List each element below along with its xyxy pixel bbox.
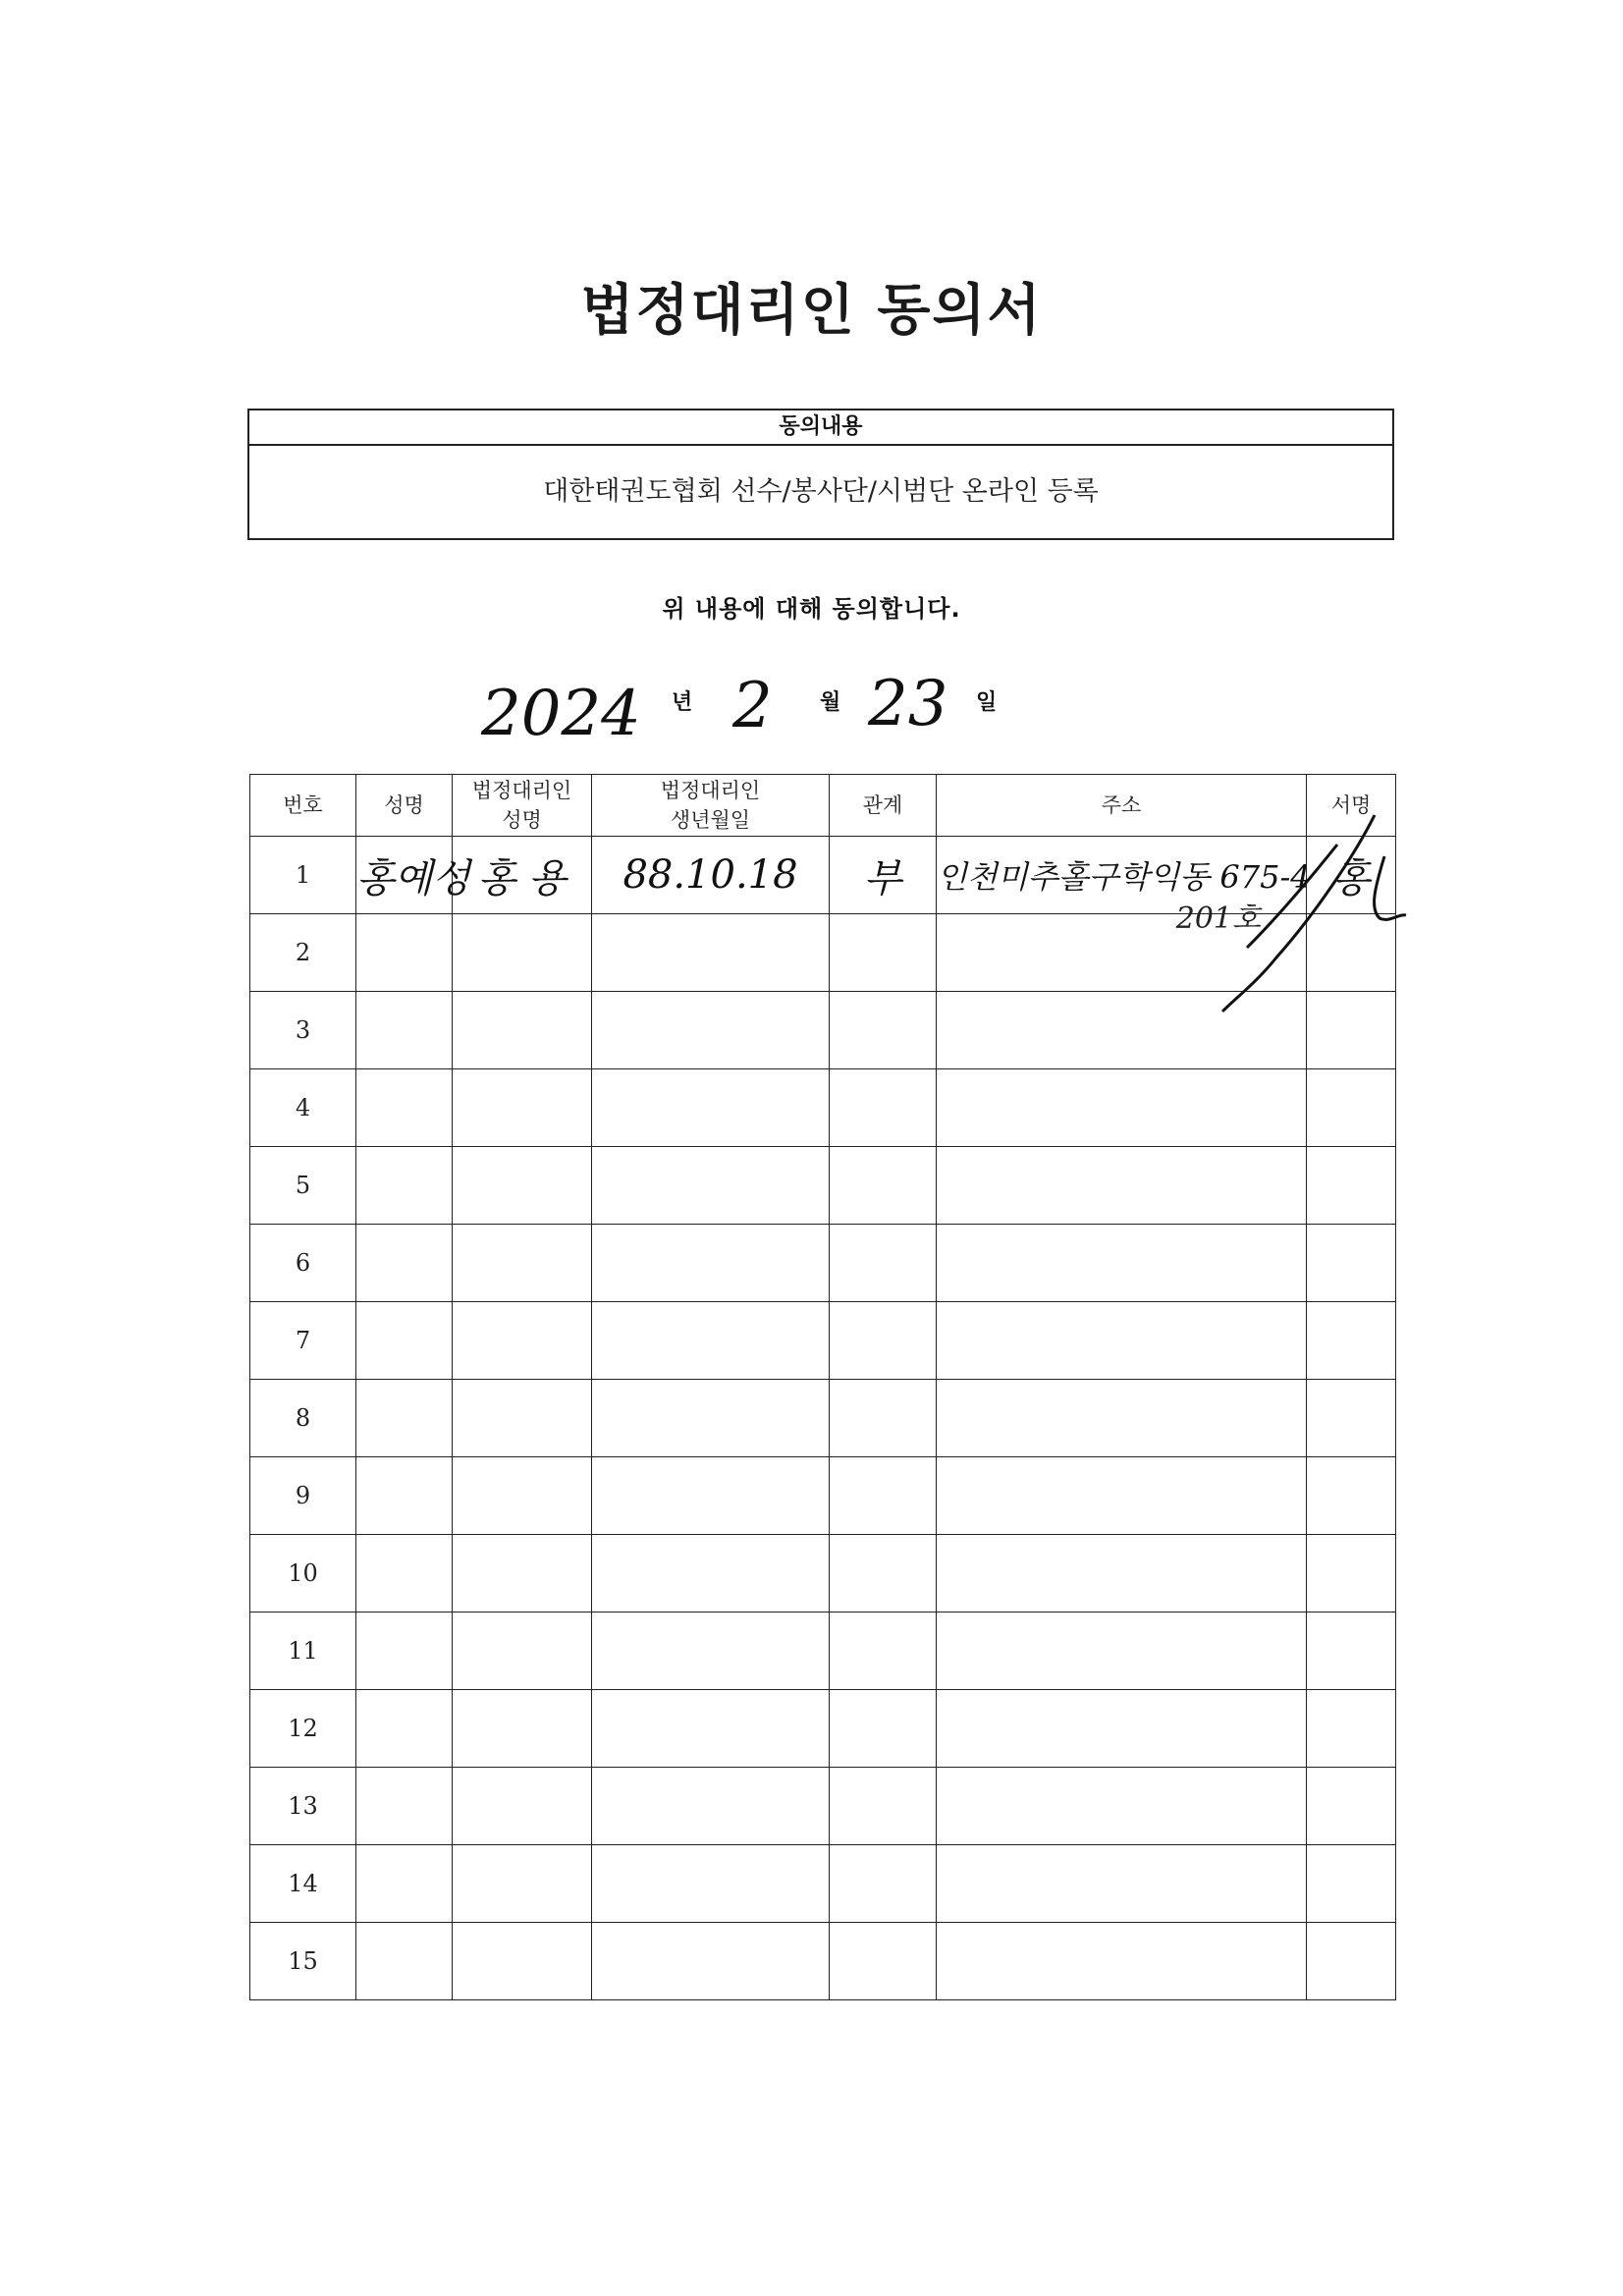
cell-signature <box>1307 1845 1396 1923</box>
header-relation: 관계 <box>830 775 937 837</box>
cell-name <box>356 1225 453 1302</box>
cell-name <box>356 992 453 1069</box>
cell-guardian-birth <box>592 1069 830 1147</box>
cell-number <box>250 1690 356 1768</box>
cell-guardian-name <box>453 1768 592 1845</box>
cell-guardian-birth <box>592 1302 830 1380</box>
cell-relation <box>830 1380 937 1457</box>
cell-guardian-birth <box>592 837 830 914</box>
cell-guardian-birth <box>592 1535 830 1613</box>
cell-guardian-name <box>453 1923 592 2000</box>
cell-name <box>356 1613 453 1690</box>
cell-number <box>250 837 356 914</box>
cell-guardian-name <box>453 837 592 914</box>
cell-name <box>356 1845 453 1923</box>
cell-number-text: 14 <box>288 1870 318 1897</box>
cell-signature <box>1307 1380 1396 1457</box>
cell-guardian-birth <box>592 1457 830 1535</box>
cell-signature <box>1307 1457 1396 1535</box>
cell-guardian-birth <box>592 1380 830 1457</box>
cell-signature <box>1307 914 1396 992</box>
cell-guardian-birth <box>592 914 830 992</box>
cell-signature-text: 홍 <box>1331 855 1371 902</box>
cell-relation <box>830 992 937 1069</box>
cell-address <box>937 1380 1307 1457</box>
cell-name <box>356 1690 453 1768</box>
cell-number-text: 8 <box>295 1404 311 1432</box>
date-year: 2024 <box>481 678 641 750</box>
cell-signature <box>1307 1302 1396 1380</box>
cell-relation <box>830 837 937 914</box>
cell-address <box>937 1225 1307 1302</box>
table-row <box>250 1302 1396 1380</box>
cell-number <box>250 1768 356 1845</box>
table-row <box>250 1613 1396 1690</box>
cell-guardian-birth <box>592 1768 830 1845</box>
header-guardian-birth-line2: 생년월일 <box>670 808 751 832</box>
header-number: 번호 <box>250 775 356 837</box>
cell-guardian-birth <box>592 992 830 1069</box>
table-row <box>250 837 1396 914</box>
consent-content-body: 대한태권도협회 선수/봉사단/시범단 온라인 등록 <box>543 476 1099 507</box>
cell-address <box>937 1147 1307 1225</box>
cell-number-text: 6 <box>295 1249 311 1277</box>
agree-statement: 위 내용에 대해 동의합니다. <box>662 595 961 623</box>
cell-guardian-name <box>453 1225 592 1302</box>
cell-number-text: 13 <box>288 1792 318 1820</box>
table-row <box>250 1923 1396 2000</box>
cell-guardian-name <box>453 1535 592 1613</box>
cell-signature <box>1307 1069 1396 1147</box>
consent-date <box>0 668 1623 756</box>
cell-address <box>937 1690 1307 1768</box>
table-body <box>250 837 1396 2000</box>
page-title: 법정대리인 동의서 <box>580 279 1043 343</box>
table-row <box>250 914 1396 992</box>
cell-signature <box>1307 1535 1396 1613</box>
table-row <box>250 992 1396 1069</box>
cell-name-text: 홍예성 <box>356 855 470 902</box>
header-name: 성명 <box>356 775 453 837</box>
date-day: 23 <box>868 668 948 740</box>
cell-address <box>937 1302 1307 1380</box>
table-row <box>250 1457 1396 1535</box>
date-day-unit: 일 <box>976 690 998 715</box>
cell-signature <box>1307 1690 1396 1768</box>
consent-content-header: 동의내용 <box>249 410 1392 446</box>
table-row <box>250 1380 1396 1457</box>
table-row <box>250 1845 1396 1923</box>
cell-relation <box>830 1147 937 1225</box>
header-guardian-birth <box>592 775 830 837</box>
cell-number <box>250 1845 356 1923</box>
cell-relation <box>830 1613 937 1690</box>
cell-number-text: 5 <box>295 1172 311 1199</box>
cell-name <box>356 1147 453 1225</box>
cell-guardian-name <box>453 992 592 1069</box>
cell-address <box>937 837 1311 936</box>
cell-signature <box>1307 992 1396 1069</box>
cell-address <box>937 1923 1307 2000</box>
cell-relation <box>830 1302 937 1380</box>
cell-address <box>937 1613 1307 1690</box>
guardian-table <box>249 774 1396 2000</box>
consent-content-box <box>247 409 1394 540</box>
cell-number-text: 11 <box>288 1637 318 1665</box>
cell-number-text: 4 <box>295 1094 311 1121</box>
cell-signature <box>1307 837 1396 914</box>
cell-signature <box>1307 1147 1396 1225</box>
cell-number <box>250 1380 356 1457</box>
cell-relation <box>830 1768 937 1845</box>
cell-name <box>356 1457 453 1535</box>
table-row <box>250 1535 1396 1613</box>
table-row <box>250 1147 1396 1225</box>
cell-address <box>937 914 1307 992</box>
date-year-unit: 년 <box>672 690 693 715</box>
cell-number <box>250 1613 356 1690</box>
cell-address <box>937 1845 1307 1923</box>
cell-number <box>250 1457 356 1535</box>
cell-number <box>250 992 356 1069</box>
table-row <box>250 1225 1396 1302</box>
cell-number <box>250 1923 356 2000</box>
cell-number-text: 9 <box>295 1482 311 1509</box>
table-header-row <box>250 775 1396 837</box>
table-row <box>250 1069 1396 1147</box>
cell-number-text: 10 <box>288 1559 318 1587</box>
cell-number-text: 12 <box>288 1715 318 1742</box>
cell-address-text: 인천미추홀구학익동 675-4 <box>937 858 1311 896</box>
cell-name <box>356 1302 453 1380</box>
cell-guardian-birth-text: 88.10.18 <box>622 852 798 898</box>
cell-guardian-birth <box>592 1690 830 1768</box>
cell-signature <box>1307 1225 1396 1302</box>
header-address: 주소 <box>937 775 1307 837</box>
cell-guardian-birth <box>592 1923 830 2000</box>
cell-number-text: 1 <box>295 861 311 889</box>
cell-relation <box>830 1535 937 1613</box>
cell-guardian-birth <box>592 1613 830 1690</box>
cell-relation-text: 부 <box>863 855 902 902</box>
cell-guardian-name <box>453 1302 592 1380</box>
header-guardian-name-line1: 법정대리인 <box>471 779 572 802</box>
cell-guardian-name <box>453 1069 592 1147</box>
cell-name <box>356 1923 453 2000</box>
cell-relation <box>830 1845 937 1923</box>
cell-number-text: 3 <box>295 1016 311 1044</box>
cell-guardian-name <box>453 1845 592 1923</box>
cell-signature <box>1307 1923 1396 2000</box>
cell-number <box>250 914 356 992</box>
cell-address <box>937 1535 1307 1613</box>
cell-guardian-name <box>453 1613 592 1690</box>
cell-address <box>937 1457 1307 1535</box>
cell-number <box>250 1225 356 1302</box>
cell-name <box>356 914 453 992</box>
cell-guardian-name-text: 홍 용 <box>477 855 567 902</box>
cell-number <box>250 1069 356 1147</box>
cell-guardian-birth <box>592 1845 830 1923</box>
cell-guardian-name <box>453 1380 592 1457</box>
cell-name <box>356 1768 453 1845</box>
table-row <box>250 1768 1396 1845</box>
cell-relation <box>830 1457 937 1535</box>
cell-relation <box>830 1690 937 1768</box>
cell-name <box>356 1380 453 1457</box>
cell-name <box>356 837 470 914</box>
cell-signature <box>1307 1613 1396 1690</box>
cell-number <box>250 1302 356 1380</box>
cell-number <box>250 1147 356 1225</box>
cell-guardian-name <box>453 1147 592 1225</box>
cell-relation <box>830 1923 937 2000</box>
header-guardian-name <box>453 775 592 837</box>
header-guardian-name-line2: 성명 <box>502 808 542 832</box>
cell-guardian-birth <box>592 1147 830 1225</box>
cell-guardian-name <box>453 1457 592 1535</box>
cell-number <box>250 1535 356 1613</box>
cell-number-text: 15 <box>288 1947 318 1975</box>
header-signature: 서명 <box>1307 775 1396 837</box>
cell-relation <box>830 1069 937 1147</box>
table-row <box>250 1690 1396 1768</box>
date-month-unit: 월 <box>820 690 841 715</box>
date-month: 2 <box>732 670 773 742</box>
cell-relation <box>830 914 937 992</box>
cell-address <box>937 992 1307 1069</box>
cell-address-line2-text: 201호 <box>1175 902 1261 936</box>
cell-guardian-birth <box>592 1225 830 1302</box>
header-guardian-birth-line1: 법정대리인 <box>660 779 761 802</box>
cell-guardian-name <box>453 1690 592 1768</box>
cell-name <box>356 1535 453 1613</box>
cell-relation <box>830 1225 937 1302</box>
cell-guardian-name <box>453 914 592 992</box>
cell-name <box>356 1069 453 1147</box>
cell-address <box>937 1069 1307 1147</box>
cell-number-text: 2 <box>295 939 311 966</box>
cell-signature <box>1307 1768 1396 1845</box>
cell-number-text: 7 <box>295 1327 311 1354</box>
cell-address <box>937 1768 1307 1845</box>
